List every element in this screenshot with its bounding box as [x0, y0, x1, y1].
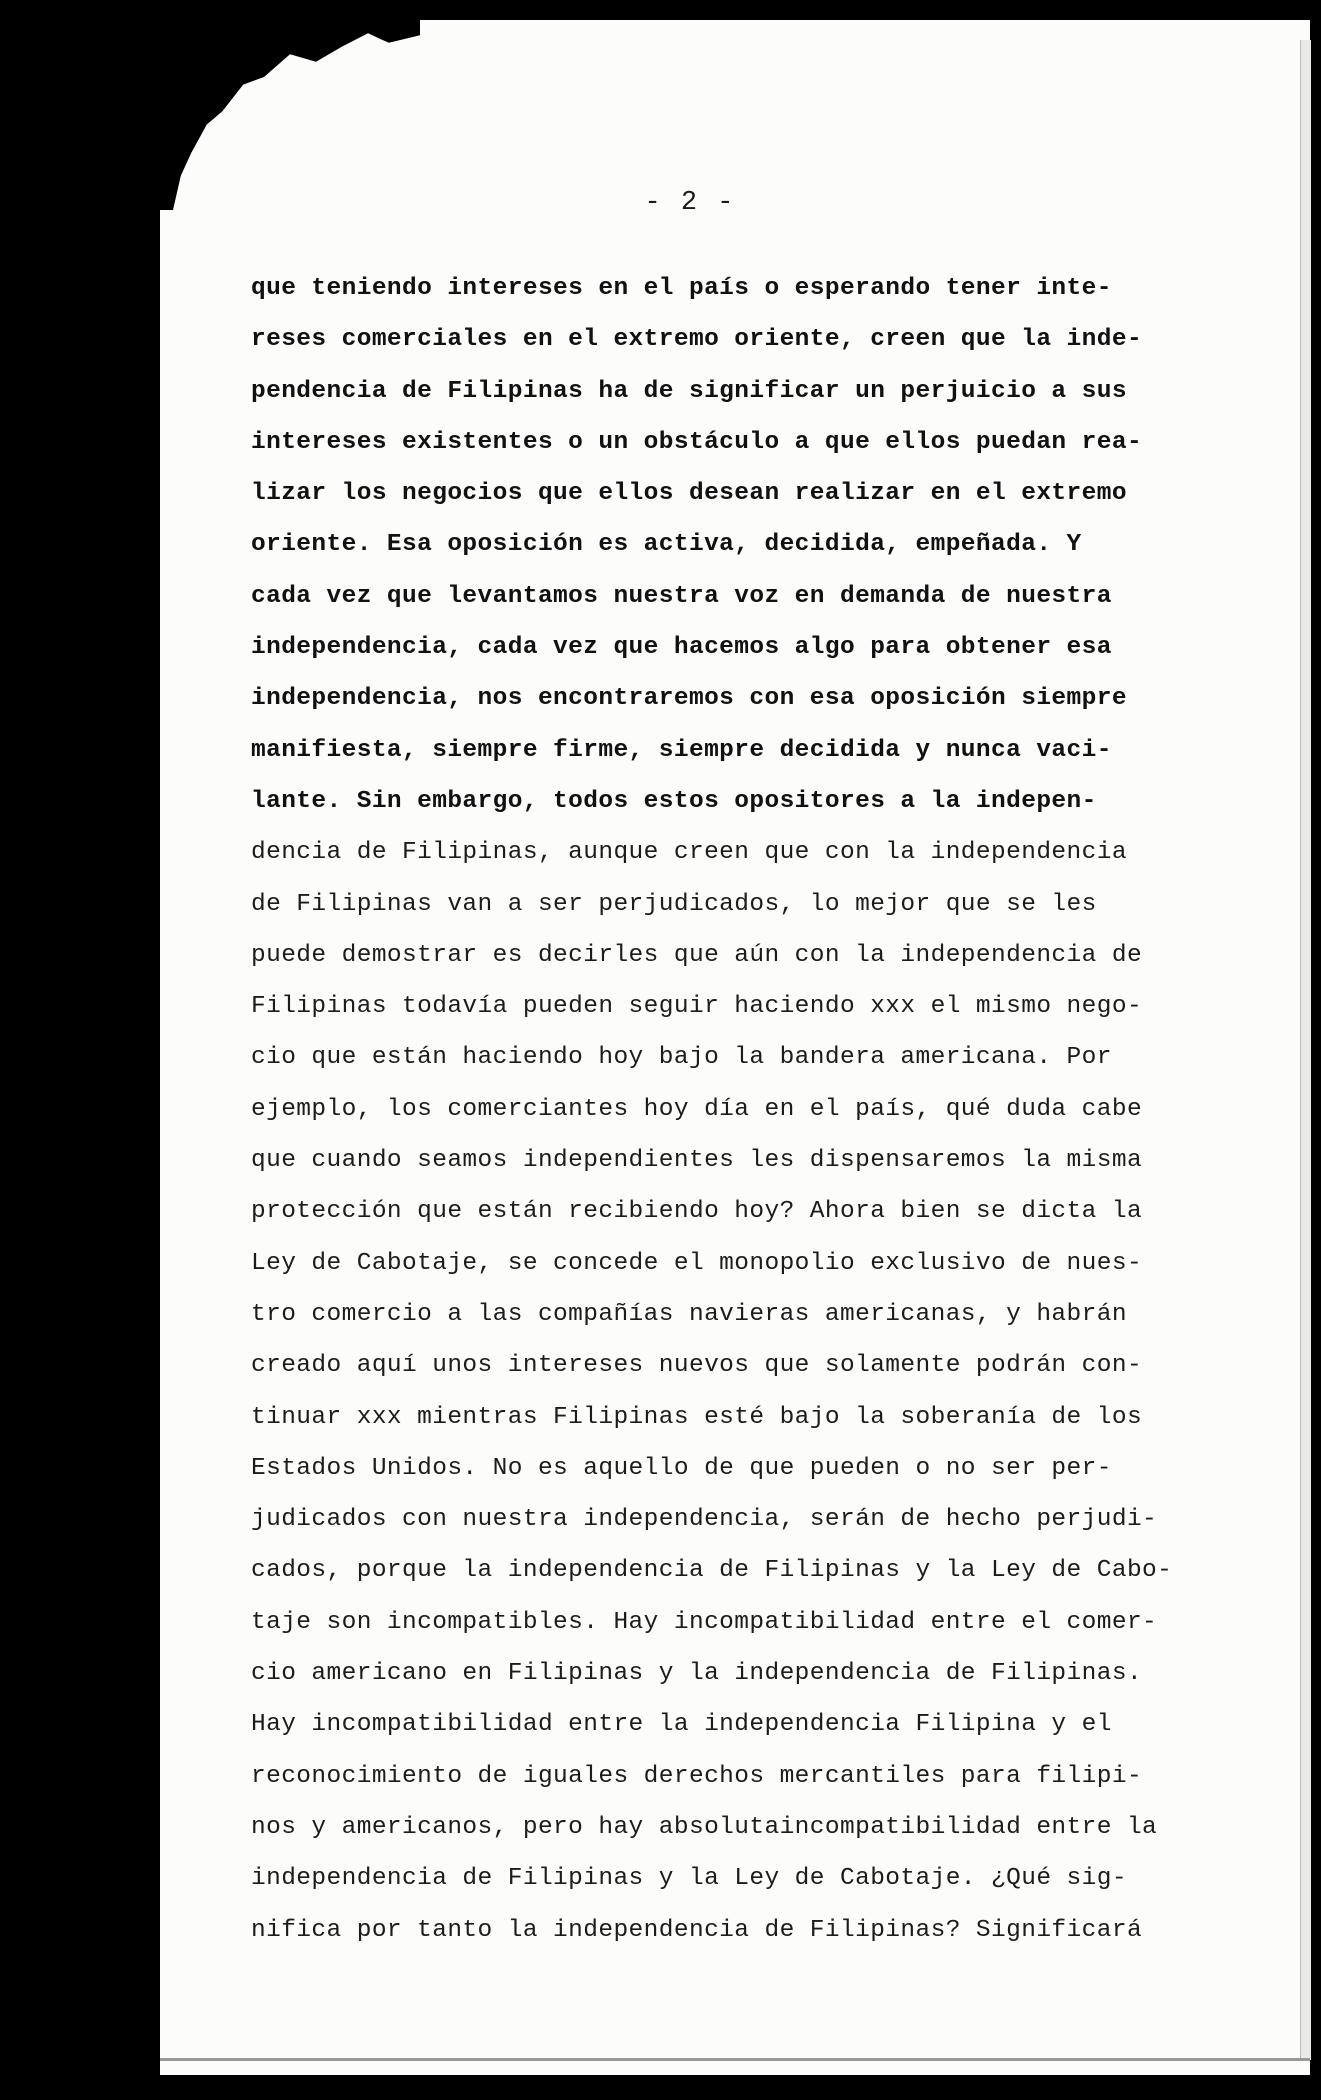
text-line: nifica por tanto la independencia de Filipinas? Significará: [251, 1916, 1143, 1944]
text-line: puede demostrar es decirles que aún con la independencia de: [251, 941, 1143, 969]
text-line: Hay incompatibilidad entre la independencia Filipina y el: [251, 1711, 1112, 1739]
text-line: cados, porque la independencia de Filipinas y la Ley de Cabo-: [251, 1557, 1173, 1585]
page-edge-bottom: [160, 2058, 1310, 2061]
text-line: taje son incompatibles. Hay incompatibilidad entre el comer-: [251, 1608, 1158, 1636]
typewritten-body: [251, 263, 1201, 1956]
text-line: Estados Unidos. No es aquello de que pueden o no ser per-: [251, 1454, 1112, 1482]
text-line: protección que están recibiendo hoy? Ahora bien se dicta la: [251, 1198, 1143, 1226]
text-line: Filipinas todavía pueden seguir haciendo xxx el mismo nego-: [251, 993, 1143, 1021]
text-line: judicados con nuestra independencia, serán de hecho perjudi-: [251, 1506, 1158, 1534]
text-line: reses comerciales en el extremo oriente, creen que la inde-: [251, 326, 1143, 354]
text-line: ejemplo, los comerciantes hoy día en el país, qué duda cabe: [251, 1095, 1143, 1123]
text-line: que teniendo intereses en el país o esperando tener inte-: [251, 275, 1112, 302]
text-line: intereses existentes o un obstáculo a que ellos puedan rea-: [251, 428, 1143, 456]
text-line: independencia, cada vez que hacemos algo para obtener esa: [251, 634, 1112, 662]
text-line: que cuando seamos independientes les dispensaremos la misma: [251, 1147, 1143, 1175]
text-line: tro comercio a las compañías navieras americanas, y habrán: [251, 1300, 1127, 1328]
text-line: reconocimiento de iguales derechos mercantiles para filipi-: [251, 1762, 1143, 1790]
text-line: Ley de Cabotaje, se concede el monopolio exclusivo de nues-: [251, 1249, 1143, 1277]
text-line: lante. Sin embargo, todos estos opositores a la indepen-: [251, 787, 1097, 815]
text-line: dencia de Filipinas, aunque creen que con la independencia: [251, 839, 1127, 867]
text-line: manifiesta, siempre firme, siempre decidida y nunca vaci-: [251, 736, 1112, 764]
text-line: pendencia de Filipinas ha de significar un perjuicio a sus: [251, 377, 1127, 405]
text-line: independencia, nos encontraremos con esa oposición siempre: [251, 685, 1127, 713]
text-line: de Filipinas van a ser perjudicados, lo mejor que se les: [251, 890, 1097, 918]
page-number: - 2 -: [644, 188, 736, 218]
text-line: independencia de Filipinas y la Ley de Cabotaje. ¿Qué sig-: [251, 1865, 1127, 1893]
text-line: oriente. Esa oposición es activa, decidida, empeñada. Y: [251, 531, 1082, 559]
page-edge-right: [1300, 40, 1311, 2060]
text-line: nos y americanos, pero hay absolutaincompatibilidad entre la: [251, 1813, 1158, 1841]
text-line: cio americano en Filipinas y la independencia de Filipinas.: [251, 1660, 1143, 1688]
text-line: cada vez que levantamos nuestra voz en demanda de nuestra: [251, 582, 1112, 610]
text-line: lizar los negocios que ellos desean realizar en el extremo: [251, 480, 1127, 508]
text-line: creado aquí unos intereses nuevos que solamente podrán con-: [251, 1352, 1143, 1380]
text-line: cio que están haciendo hoy bajo la bandera americana. Por: [251, 1044, 1112, 1072]
text-line: tinuar xxx mientras Filipinas esté bajo la soberanía de los: [251, 1403, 1143, 1431]
